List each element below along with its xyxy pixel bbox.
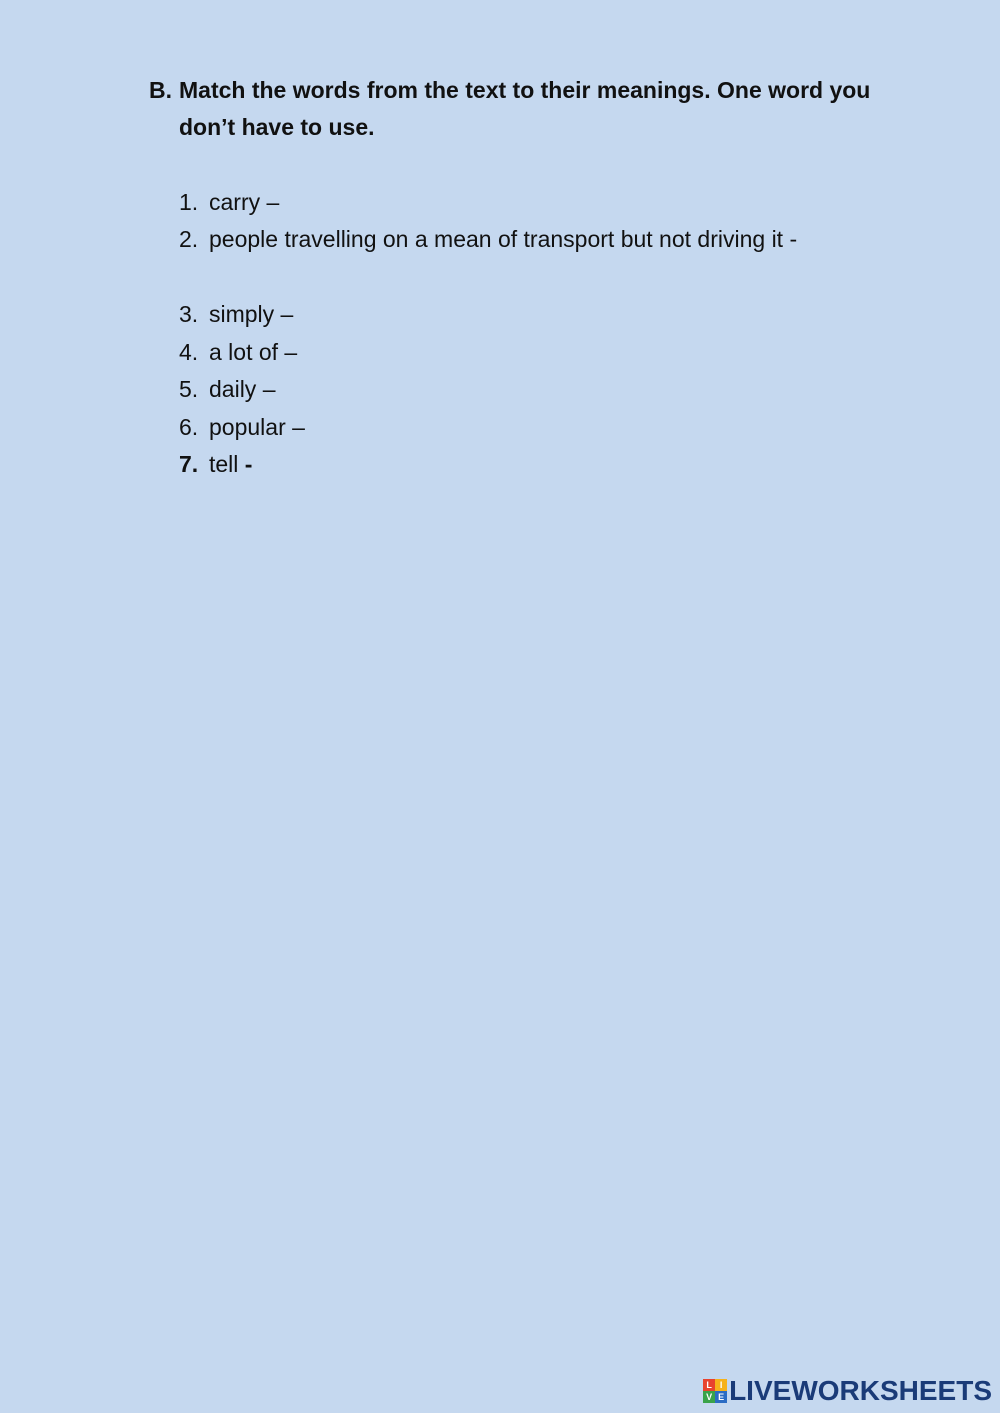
item-number: 1. [179, 189, 199, 215]
item-text: people travelling on a mean of transport but not driving it - [209, 226, 798, 252]
liveworksheets-logo [703, 1375, 992, 1407]
item-text: simply – [209, 301, 294, 327]
section-marker: B. [149, 77, 172, 103]
list-item-4 [179, 337, 297, 367]
item-number: 5. [179, 376, 199, 402]
item-text: a lot of – [209, 339, 298, 365]
item-number: 2. [179, 226, 199, 252]
list-item-7 [179, 449, 252, 479]
list-item-2 [179, 224, 797, 254]
item-text: popular – [209, 414, 305, 440]
list-item-6 [179, 412, 305, 442]
instruction-text: Match the words from the text to their meanings. One word you don’t have to use. [179, 77, 871, 140]
list-item-3 [179, 299, 293, 329]
item-number: 6. [179, 414, 199, 440]
item-dash: - [244, 451, 253, 477]
item-word: tell [209, 451, 245, 477]
logo-letter: V [703, 1391, 715, 1403]
instruction-heading [149, 72, 919, 146]
logo-wordmark: LIVEWORKSHEETS [729, 1375, 992, 1406]
logo-grid-icon [703, 1379, 727, 1403]
list-item-1 [179, 187, 279, 217]
item-number: 7. [179, 451, 199, 477]
item-number: 4. [179, 339, 199, 365]
logo-letter: E [715, 1391, 727, 1403]
list-item-5 [179, 374, 275, 404]
item-text [209, 449, 252, 479]
item-text: daily – [209, 376, 276, 402]
logo-letter: L [703, 1379, 715, 1391]
logo-letter: I [715, 1379, 727, 1391]
item-text: carry – [209, 189, 280, 215]
item-number: 3. [179, 301, 199, 327]
